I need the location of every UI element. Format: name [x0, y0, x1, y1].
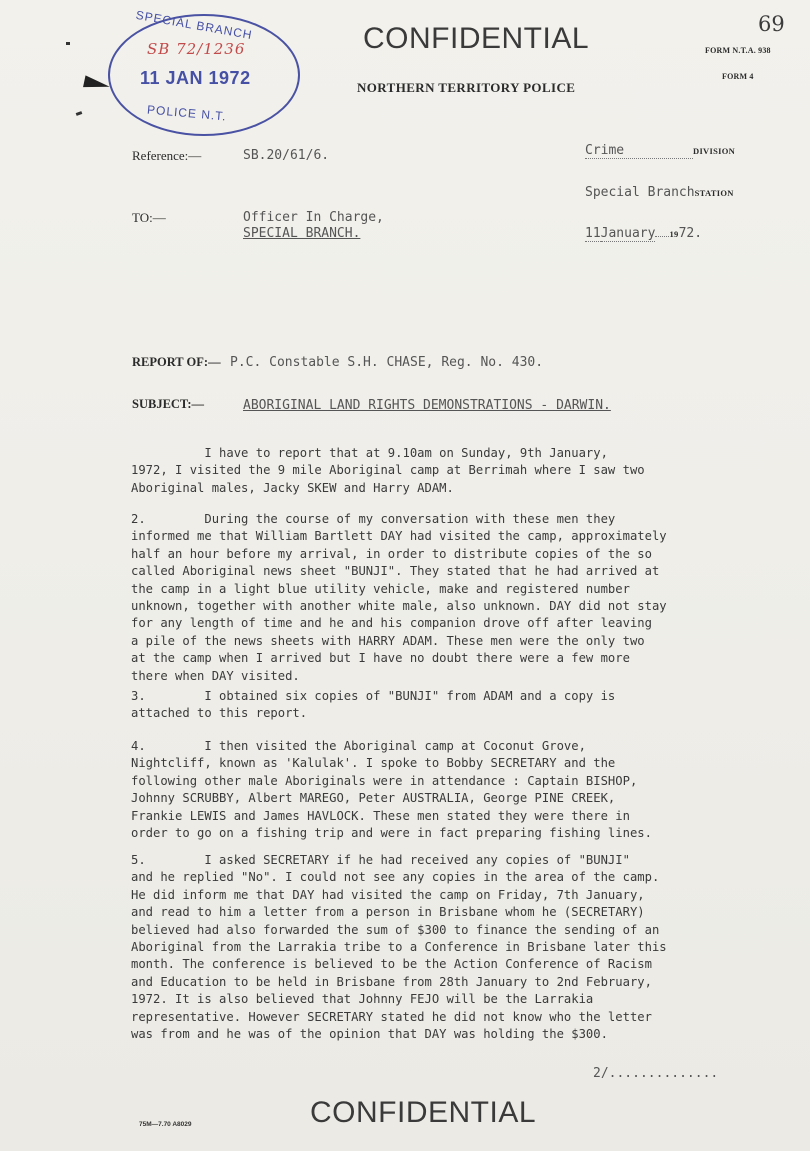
division-value: Crime: [585, 143, 693, 159]
division-field: [585, 141, 735, 159]
paragraph-1: I have to report that at 9.10am on Sunday, 9th January, 1972, I visited the 9 mile Aboriginal camp at Berrimah where I saw two Aboriginal males, Jacky SKEW and Harry ADAM.: [131, 446, 645, 495]
to-label: TO:—: [132, 210, 166, 225]
form-number: FORM 4: [722, 72, 754, 81]
stamp-bottom-text: POLICE N.T.: [146, 102, 228, 124]
date-month: January: [600, 226, 656, 241]
print-code: 75M—7.70 A8029: [139, 1121, 192, 1128]
reference-label: Reference:—: [132, 148, 202, 163]
paragraph-4: 4. I then visited the Aboriginal camp at Coconut Grove, Nightcliff, known as 'Kalulak'. I spoke to Bobby SECRETARY and the following other male Aboriginals were in attendance : Captain BISHOP, Johnny SCRUBBY, Albert MAREGO, Peter AUSTRALIA, George PINE CREEK, Frankie LEWIS and James HAVLOCK. These men stated they were there in order to go on a fishing trip and were in fact preparing fishing lines.: [131, 739, 652, 841]
subject-value: ABORIGINAL LAND RIGHTS DEMONSTRATIONS - DARWIN.: [243, 398, 611, 413]
addressee-line-2: SPECIAL BRANCH.: [243, 226, 361, 241]
arrow-mark-icon: [83, 75, 111, 92]
date-day: 11: [585, 226, 601, 241]
reference-value: SB.20/61/6.: [243, 148, 330, 163]
handwritten-page-number: 69: [758, 12, 785, 36]
confidential-footer: CONFIDENTIAL: [310, 1096, 537, 1129]
paragraph-5: 5. I asked SECRETARY if he had received any copies of "BUNJI" and he replied "No". I could not see any copies in the area of the camp. He did inform me that DAY had visited the camp on Friday, 7th January, and read to him a letter from a person in Brisbane whom he (SECRETARY) believed had also forwarded the sum of $300 to finance the sending of an Aboriginal from the Larrakia tribe to a Conference in Brisbane later this month. The conference is believed to be the Action Conference of Racism and Education to be held in Brisbane from 28th January to 2nd February, 1972. It is also believed that Johnny FEJO will be the Larrakia representative. However SECRETARY stated he did not know who the letter was from and he was of the opinion that DAY was holding the $300.: [131, 853, 667, 1042]
stamp-top-text: SPECIAL BRANCH: [134, 7, 254, 43]
date-year: 72.: [678, 226, 703, 241]
organisation-name: NORTHERN TERRITORY POLICE: [357, 80, 576, 95]
margin-mark: [76, 111, 83, 116]
report-of-label: REPORT OF:—: [132, 355, 221, 369]
addressee-line-1: Officer In Charge,: [243, 210, 384, 225]
continuation-marker: 2/..............: [593, 1066, 719, 1081]
margin-mark: [66, 42, 70, 45]
paragraph-2: 2. During the course of my conversation with these men they informed me that William Bartlett DAY had visited the camp, approximately half an hour before my arrival, in order to distribute copies of the so called Aboriginal news sheet "BUNJI". They stated that he had arrived at the camp in a light blue utility vehicle, make and registered number unknown, together with another white male, also unknown. DAY did not stay for any length of time and he and his companion drove off after leaving a pile of the news sheets with HARRY ADAM. These men were the only two at the camp when I arrived but I have no doubt there were a few more there when DAY visited.: [131, 512, 667, 683]
subject-label: SUBJECT:—: [132, 397, 205, 411]
report-of-value: P.C. Constable S.H. CHASE, Reg. No. 430.: [230, 355, 544, 370]
station-field: [585, 183, 734, 201]
stamp-reference: SB 72/1236: [147, 40, 246, 58]
division-label: DIVISION: [693, 146, 736, 156]
confidential-heading: CONFIDENTIAL: [363, 22, 590, 55]
station-label: STATION: [694, 188, 734, 198]
date-year-prefix: 19: [669, 229, 679, 239]
station-value: Special Branch: [585, 185, 695, 200]
report-date: [585, 224, 702, 242]
stamp-date: 11 JAN 1972: [140, 68, 251, 88]
paragraph-3: 3. I obtained six copies of "BUNJI" from ADAM and a copy is attached to this report.: [131, 689, 616, 721]
form-code: FORM N.T.A. 938: [705, 46, 771, 55]
